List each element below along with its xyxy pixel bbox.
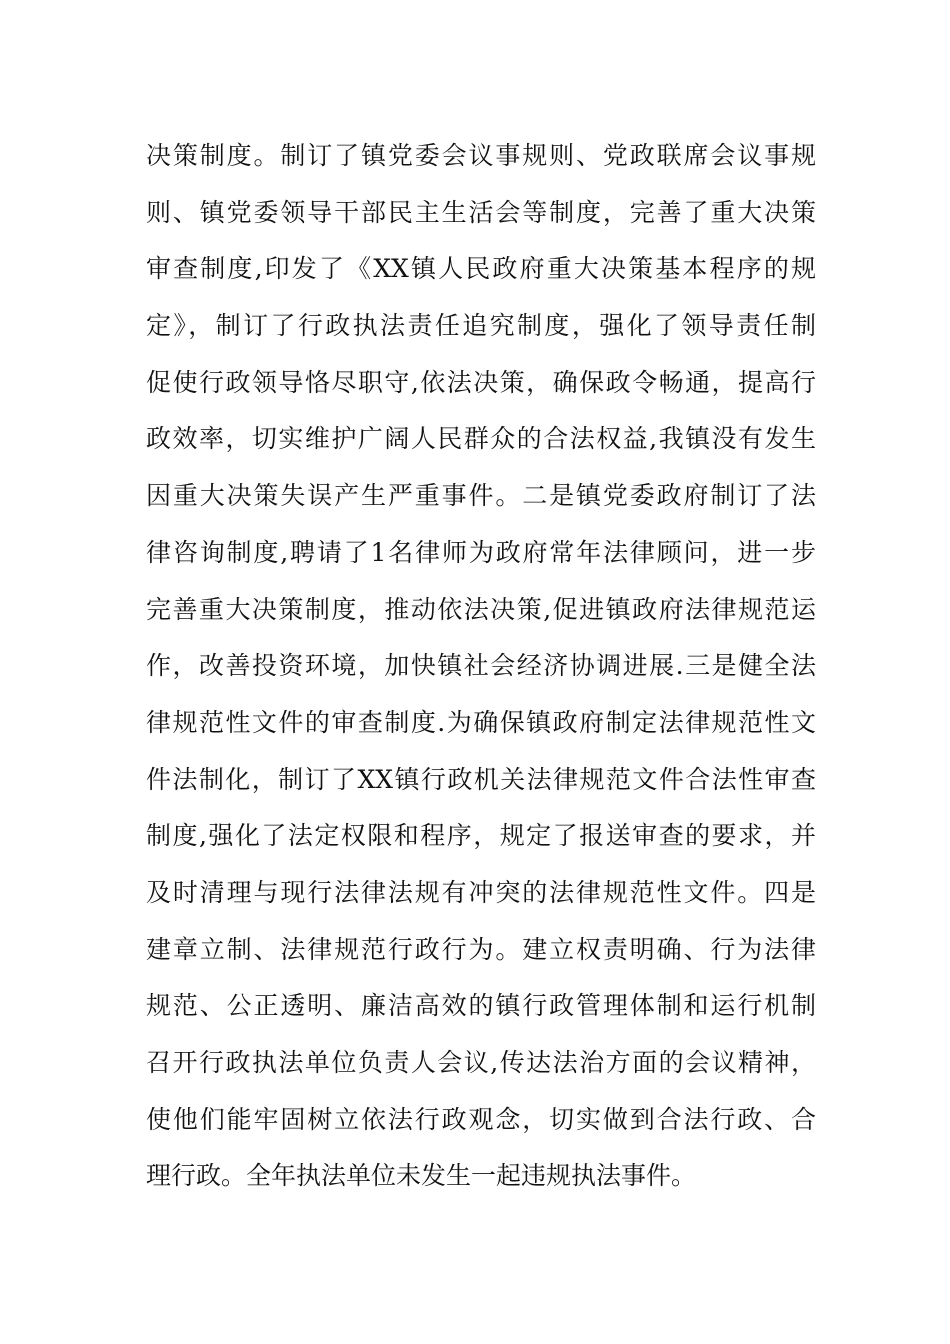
- text-line: 完善重大决策制度，推动依法决策,促进镇政府法律规范运: [146, 594, 816, 624]
- text-line: 决策制度。制订了镇党委会议事规则、党政联席会议事规: [146, 141, 816, 170]
- text-line: 定》，制订了行政执法责任追究制度，强化了领导责任制: [146, 311, 816, 341]
- text-line: 及时清理与现行法律法规有冲突的法律规范性文件。四是: [146, 877, 816, 907]
- text-line: 使他们能牢固树立依法行政观念，切实做到合法行政、合: [146, 1104, 816, 1134]
- text-line: 审查制度,印发了《XX镇人民政府重大决策基本程序的规: [146, 254, 816, 284]
- text-line: 规范、公正透明、廉洁高效的镇行政管理体制和运行机制: [146, 991, 816, 1021]
- text-line: 促使行政领导恪尽职守,依法决策，确保政令畅通，提高行: [146, 367, 816, 397]
- text-line: 政效率，切实维护广阔人民群众的合法权益,我镇没有发生: [146, 424, 816, 454]
- text-line: 理行政。全年执法单位未发生一起违规执法事件。: [146, 1161, 697, 1191]
- text-line: 因重大决策失误产生严重事件。二是镇党委政府制订了法: [146, 481, 816, 511]
- text-line: 作，改善投资环境，加快镇社会经济协调进展.三是健全法: [146, 651, 816, 681]
- text-line: 建章立制、法律规范行政行为。建立权责明确、行为法律: [146, 934, 816, 964]
- text-line: 召开行政执法单位负责人会议,传达法治方面的会议精神，: [146, 1048, 816, 1077]
- text-line: 件法制化，制订了XX镇行政机关法律规范文件合法性审查: [146, 764, 816, 794]
- body-paragraph: [146, 128, 816, 1205]
- text-line: 则、镇党委领导干部民主生活会等制度，完善了重大决策: [146, 197, 816, 227]
- text-line: 律咨询制度,聘请了1名律师为政府常年法律顾问，进一步: [146, 537, 816, 567]
- text-line: 律规范性文件的审查制度.为确保镇政府制定法律规范性文: [146, 707, 816, 737]
- text-line: 制度,强化了法定权限和程序，规定了报送审查的要求，并: [146, 821, 816, 851]
